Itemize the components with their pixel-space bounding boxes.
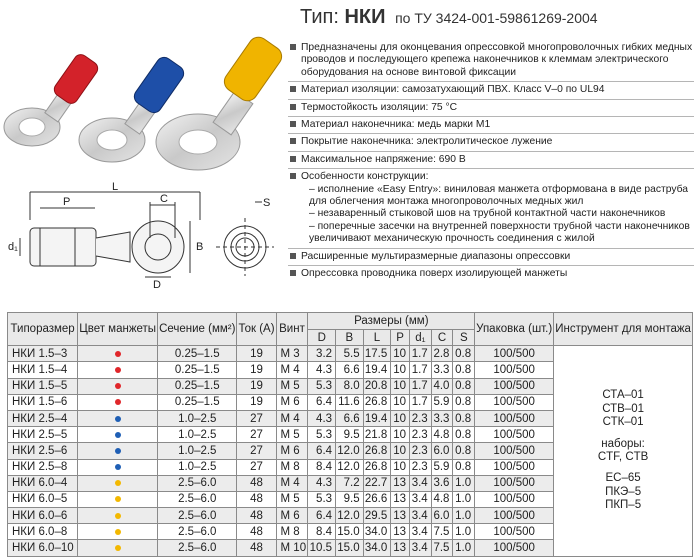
title-type: НКИ	[344, 6, 386, 28]
feature-item	[288, 266, 694, 282]
header-current: Ток (А)	[237, 313, 276, 346]
feature-text: Особенности конструкции:	[301, 171, 429, 183]
cell-pack: 100/500	[475, 378, 554, 394]
cell-color	[78, 459, 158, 475]
cell-dimension: 0.8	[453, 459, 475, 475]
feature-text: Опрессовка проводника поверх изолирующей манжеты	[301, 268, 568, 280]
cell-current: 19	[237, 362, 276, 378]
cell-current: 27	[237, 443, 276, 459]
cell-dimension: 13	[391, 491, 410, 507]
tool-spacer	[555, 430, 691, 438]
red-dot-icon	[115, 367, 121, 373]
cell-dimension: 9.5	[336, 491, 364, 507]
tool-sets: CTF, CTB	[597, 450, 649, 463]
cell-type: НКИ 2.5–5	[8, 427, 78, 443]
header-dimension: B	[336, 330, 364, 346]
cell-screw: М 10	[276, 540, 308, 556]
cell-dimension: 26.6	[363, 491, 391, 507]
cell-dimension: 5.5	[336, 346, 364, 362]
cell-dimension: 6.0	[431, 508, 453, 524]
cell-dimension: 13	[391, 524, 410, 540]
cell-type: НКИ 6.0–8	[8, 524, 78, 540]
cell-type: НКИ 2.5–6	[8, 443, 78, 459]
cell-dimension: 10	[391, 362, 410, 378]
blue-dot-icon	[115, 416, 121, 422]
cell-dimension: 15.0	[336, 524, 364, 540]
cell-pack: 100/500	[475, 427, 554, 443]
cell-pack: 100/500	[475, 362, 554, 378]
cell-type: НКИ 6.0–10	[8, 540, 78, 556]
yellow-dot-icon	[115, 529, 121, 535]
cell-screw: М 5	[276, 427, 308, 443]
cell-pack: 100/500	[475, 410, 554, 426]
tool-spacer	[555, 464, 691, 472]
cell-dimension: 6.4	[308, 508, 336, 524]
cell-color	[78, 362, 158, 378]
cell-screw: М 4	[276, 475, 308, 491]
cell-dimension: 3.6	[431, 475, 453, 491]
cell-current: 27	[237, 410, 276, 426]
cell-dimension: 5.3	[308, 378, 336, 394]
tool-name: ПКЭ–5	[605, 485, 642, 498]
cell-dimension: 1.7	[410, 378, 432, 394]
feature-list	[288, 40, 694, 283]
label-D: D	[153, 279, 161, 291]
cell-dimension: 26.8	[363, 459, 391, 475]
cell-dimension: 3.4	[410, 540, 432, 556]
cell-dimension: 1.7	[410, 394, 432, 410]
cell-dimension: 0.8	[453, 394, 475, 410]
cell-dimension: 3.2	[308, 346, 336, 362]
cell-dimension: 8.4	[308, 524, 336, 540]
cell-pack: 100/500	[475, 524, 554, 540]
square-bullet-icon	[290, 104, 296, 110]
cell-pack: 100/500	[475, 346, 554, 362]
header-dimension: C	[431, 330, 453, 346]
cell-type: НКИ 2.5–8	[8, 459, 78, 475]
cell-dimension: 6.6	[336, 410, 364, 426]
cell-dimension: 19.4	[363, 362, 391, 378]
cell-type: НКИ 6.0–5	[8, 491, 78, 507]
cell-dimension: 1.7	[410, 362, 432, 378]
cell-color	[78, 410, 158, 426]
header-dimension: P	[391, 330, 410, 346]
cell-pack: 100/500	[475, 491, 554, 507]
cell-dimension: 26.8	[363, 394, 391, 410]
cell-current: 19	[237, 346, 276, 362]
cell-dimension: 0.8	[453, 346, 475, 362]
cell-dimension: 4.8	[431, 491, 453, 507]
square-bullet-icon	[290, 121, 296, 127]
cell-screw: М 4	[276, 410, 308, 426]
cell-current: 48	[237, 524, 276, 540]
cell-dimension: 10	[391, 459, 410, 475]
label-d1: d₁	[8, 241, 18, 253]
feature-text: Предназначены для оконцевания опрессовкой многопроволочных гибких медных проводов и последующего крепежа наконечников к клеммам электрического оборудования на основе винтовой фиксации	[301, 42, 693, 78]
cell-dimension: 13	[391, 475, 410, 491]
tool-sets-label: наборы:	[601, 437, 645, 450]
cell-dimension: 3.4	[410, 491, 432, 507]
feature-item	[288, 100, 694, 117]
tool-name: СТВ–01	[602, 402, 644, 415]
cell-current: 48	[237, 540, 276, 556]
cell-color	[78, 346, 158, 362]
cell-dimension: 4.0	[431, 378, 453, 394]
cell-current: 27	[237, 459, 276, 475]
cell-dimension: 6.0	[431, 443, 453, 459]
cell-dimension: 5.9	[431, 394, 453, 410]
cell-color	[78, 540, 158, 556]
cell-pack: 100/500	[475, 459, 554, 475]
cell-dimension: 22.7	[363, 475, 391, 491]
yellow-terminal-image	[156, 33, 286, 170]
cell-dimension: 1.0	[453, 508, 475, 524]
table-row	[8, 346, 693, 362]
cell-dimension: 6.6	[336, 362, 364, 378]
cell-dimension: 12.0	[336, 443, 364, 459]
cell-dimension: 1.0	[453, 491, 475, 507]
label-B: B	[196, 241, 204, 253]
feature-item	[288, 40, 694, 82]
cell-current: 48	[237, 508, 276, 524]
feature-item	[288, 169, 694, 248]
cell-dimension: 12.0	[336, 508, 364, 524]
feature-item	[288, 249, 694, 266]
cell-dimension: 21.8	[363, 427, 391, 443]
red-dot-icon	[115, 399, 121, 405]
square-bullet-icon	[290, 138, 296, 144]
cell-dimension: 10	[391, 346, 410, 362]
cell-dimension: 26.8	[363, 443, 391, 459]
feature-item	[288, 134, 694, 151]
cell-dimension: 20.8	[363, 378, 391, 394]
header-type: Типоразмер	[8, 313, 78, 346]
cell-dimension: 19.4	[363, 410, 391, 426]
cell-section: 2.5–6.0	[158, 491, 237, 507]
cell-dimension: 2.3	[410, 427, 432, 443]
cell-dimension: 3.4	[410, 524, 432, 540]
cell-section: 1.0–2.5	[158, 427, 237, 443]
cell-dimension: 0.8	[453, 427, 475, 443]
product-photo	[0, 30, 300, 180]
cell-dimension: 2.8	[431, 346, 453, 362]
header-dimension: L	[363, 330, 391, 346]
cell-dimension: 10	[391, 443, 410, 459]
yellow-dot-icon	[115, 496, 121, 502]
header-color: Цвет манжеты	[78, 313, 158, 346]
cell-screw: М 6	[276, 508, 308, 524]
cell-color	[78, 394, 158, 410]
cell-type: НКИ 6.0–4	[8, 475, 78, 491]
blue-dot-icon	[115, 464, 121, 470]
cell-section: 1.0–2.5	[158, 459, 237, 475]
cell-screw: М 8	[276, 459, 308, 475]
cell-section: 2.5–6.0	[158, 508, 237, 524]
title-standard: по ТУ 3424-001-59861269-2004	[395, 10, 598, 26]
cell-dimension: 4.3	[308, 362, 336, 378]
header-section: Сечение (мм²)	[158, 313, 237, 346]
cell-dimension: 12.0	[336, 459, 364, 475]
cell-dimension: 8.0	[336, 378, 364, 394]
cell-screw: М 3	[276, 346, 308, 362]
cell-dimension: 2.3	[410, 410, 432, 426]
feature-subitem: – незаваренный стыковой шов на трубной контактной части наконечников	[301, 208, 694, 220]
square-bullet-icon	[290, 173, 296, 179]
label-L: L	[112, 181, 119, 193]
cell-color	[78, 443, 158, 459]
feature-text: Максимальное напряжение: 690 В	[301, 153, 466, 165]
cell-screw: М 5	[276, 378, 308, 394]
cell-type: НКИ 1.5–6	[8, 394, 78, 410]
label-P: P	[63, 196, 71, 208]
cell-color	[78, 427, 158, 443]
square-bullet-icon	[290, 270, 296, 276]
feature-subitem: – исполнение «Easy Entry»: виниловая манжета отформована в виде раструба для облегчения монтажа многопроволочных медных жил	[301, 184, 694, 209]
header-dimension: d₁	[410, 330, 432, 346]
square-bullet-icon	[290, 156, 296, 162]
blue-dot-icon	[115, 432, 121, 438]
cell-current: 27	[237, 427, 276, 443]
cell-dimension: 11.6	[336, 394, 364, 410]
yellow-dot-icon	[115, 513, 121, 519]
cell-type: НКИ 1.5–5	[8, 378, 78, 394]
cell-section: 0.25–1.5	[158, 394, 237, 410]
cell-dimension: 10	[391, 378, 410, 394]
tool-name: ПКП–5	[605, 499, 642, 512]
cell-pack: 100/500	[475, 475, 554, 491]
cell-current: 19	[237, 394, 276, 410]
page-title	[300, 6, 598, 29]
tool-name: СТК–01	[602, 416, 644, 429]
cell-type: НКИ 1.5–4	[8, 362, 78, 378]
header-tool: Инструмент для монтажа	[554, 313, 693, 346]
cell-color	[78, 491, 158, 507]
cell-section: 0.25–1.5	[158, 346, 237, 362]
cell-color	[78, 508, 158, 524]
cell-dimension: 2.3	[410, 459, 432, 475]
cell-current: 19	[237, 378, 276, 394]
cell-dimension: 13	[391, 540, 410, 556]
cell-dimension: 0.8	[453, 362, 475, 378]
cell-dimension: 1.7	[410, 346, 432, 362]
square-bullet-icon	[290, 44, 296, 50]
feature-text: Расширенные мультиразмерные диапазоны опрессовки	[301, 250, 571, 262]
header-dimension: D	[308, 330, 336, 346]
cell-screw: М 6	[276, 443, 308, 459]
red-dot-icon	[115, 351, 121, 357]
cell-dimension: 3.4	[410, 475, 432, 491]
tool-name: ЕС–65	[605, 472, 641, 485]
cell-dimension: 6.4	[308, 394, 336, 410]
cell-dimension: 7.5	[431, 540, 453, 556]
cell-dimension: 10	[391, 410, 410, 426]
red-dot-icon	[115, 383, 121, 389]
feature-item	[288, 117, 694, 134]
cell-section: 2.5–6.0	[158, 524, 237, 540]
cell-pack: 100/500	[475, 540, 554, 556]
cell-current: 48	[237, 475, 276, 491]
cell-pack: 100/500	[475, 508, 554, 524]
cell-dimension: 1.0	[453, 524, 475, 540]
cell-dimension: 3.4	[410, 508, 432, 524]
cell-dimension: 0.8	[453, 378, 475, 394]
yellow-dot-icon	[115, 545, 121, 551]
cell-dimension: 29.5	[363, 508, 391, 524]
cell-dimension: 5.3	[308, 427, 336, 443]
cell-section: 2.5–6.0	[158, 540, 237, 556]
feature-text: Термостойкость изоляции: 75 °С	[301, 101, 458, 113]
cell-tools	[554, 346, 693, 556]
tool-name: СТА–01	[602, 389, 644, 402]
blue-dot-icon	[115, 448, 121, 454]
cell-dimension: 34.0	[363, 524, 391, 540]
cell-dimension: 4.3	[308, 410, 336, 426]
cell-dimension: 0.8	[453, 410, 475, 426]
header-pack: Упаковка (шт.)	[475, 313, 554, 346]
cell-pack: 100/500	[475, 394, 554, 410]
dimension-drawing	[0, 180, 290, 290]
cell-section: 0.25–1.5	[158, 378, 237, 394]
cell-dimension: 5.9	[431, 459, 453, 475]
cell-section: 1.0–2.5	[158, 410, 237, 426]
label-S: S	[263, 197, 271, 209]
cell-dimension: 7.5	[431, 524, 453, 540]
cell-dimension: 2.3	[410, 443, 432, 459]
cell-type: НКИ 2.5–4	[8, 410, 78, 426]
feature-text: Материал изоляции: самозатухающий ПВХ. Класс V–0 по UL94	[301, 84, 605, 96]
cell-dimension: 34.0	[363, 540, 391, 556]
cell-color	[78, 378, 158, 394]
spec-table	[7, 312, 693, 557]
square-bullet-icon	[290, 86, 296, 92]
cell-dimension: 10	[391, 427, 410, 443]
cell-screw: М 4	[276, 362, 308, 378]
cell-screw: М 5	[276, 491, 308, 507]
header-sizes: Размеры (мм)	[308, 313, 475, 330]
cell-dimension: 1.0	[453, 540, 475, 556]
cell-dimension: 1.0	[453, 475, 475, 491]
cell-section: 0.25–1.5	[158, 362, 237, 378]
cell-dimension: 7.2	[336, 475, 364, 491]
feature-subitem: – поперечные засечки на внутренней поверхности трубной части наконечников увеличивают механическую прочность соединения с жилой	[301, 221, 694, 246]
cell-pack: 100/500	[475, 443, 554, 459]
cell-dimension: 15.0	[336, 540, 364, 556]
cell-dimension: 5.3	[308, 491, 336, 507]
cell-dimension: 10.5	[308, 540, 336, 556]
title-label: Тип:	[300, 6, 339, 28]
cell-dimension: 3.3	[431, 410, 453, 426]
spec-table-body	[8, 346, 693, 556]
cell-type: НКИ 1.5–3	[8, 346, 78, 362]
header-dimension: S	[453, 330, 475, 346]
cell-color	[78, 475, 158, 491]
cell-dimension: 3.3	[431, 362, 453, 378]
cell-screw: М 6	[276, 394, 308, 410]
cell-section: 2.5–6.0	[158, 475, 237, 491]
cell-dimension: 9.5	[336, 427, 364, 443]
cell-section: 1.0–2.5	[158, 443, 237, 459]
cell-dimension: 17.5	[363, 346, 391, 362]
cell-type: НКИ 6.0–6	[8, 508, 78, 524]
cell-dimension: 6.4	[308, 443, 336, 459]
feature-text: Материал наконечника: медь марки М1	[301, 119, 491, 131]
cell-dimension: 4.3	[308, 475, 336, 491]
feature-item	[288, 82, 694, 99]
cell-screw: М 8	[276, 524, 308, 540]
header-screw: Винт	[276, 313, 308, 346]
cell-dimension: 0.8	[453, 443, 475, 459]
yellow-dot-icon	[115, 480, 121, 486]
feature-text: Покрытие наконечника: электролитическое лужение	[301, 136, 553, 148]
square-bullet-icon	[290, 253, 296, 259]
cell-dimension: 8.4	[308, 459, 336, 475]
cell-current: 48	[237, 491, 276, 507]
cell-dimension: 13	[391, 508, 410, 524]
cell-dimension: 4.8	[431, 427, 453, 443]
cell-dimension: 10	[391, 394, 410, 410]
feature-item	[288, 152, 694, 169]
label-C: C	[160, 193, 168, 205]
cell-color	[78, 524, 158, 540]
